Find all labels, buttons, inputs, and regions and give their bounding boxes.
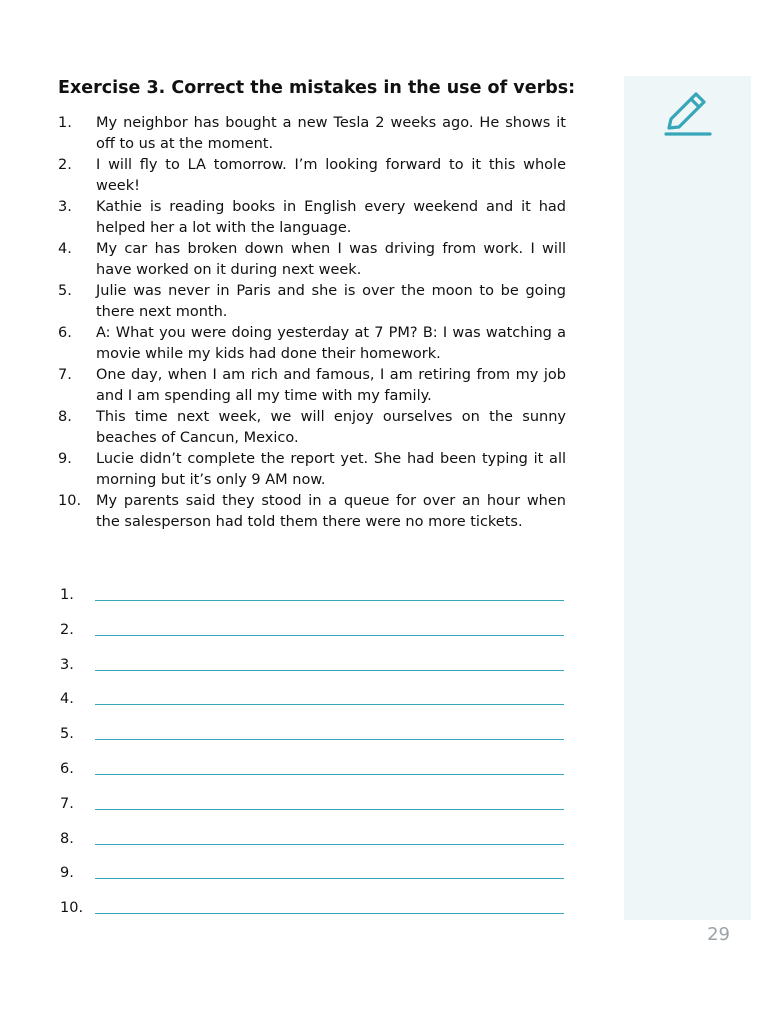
- item-number: 3.: [58, 199, 72, 215]
- item-text: Kathie is reading books in English every weekend and it had helped her a lot with the language.: [96, 199, 566, 236]
- answer-number: 7.: [60, 795, 74, 812]
- answer-row[interactable]: [58, 618, 568, 653]
- answer-row[interactable]: [58, 757, 568, 792]
- answer-line[interactable]: [95, 635, 564, 636]
- item-number: 5.: [58, 283, 72, 299]
- item-text: Julie was never in Paris and she is over the moon to be going there next month.: [96, 283, 566, 320]
- answer-lines: [58, 583, 568, 931]
- answer-line[interactable]: [95, 878, 564, 879]
- answer-number: 2.: [60, 621, 74, 638]
- item-text: I will fly to LA tomorrow. I’m looking forward to it this whole week!: [96, 157, 566, 194]
- item-number: 10.: [58, 493, 82, 509]
- answer-number: 3.: [60, 656, 74, 673]
- item-text: One day, when I am rich and famous, I am retiring from my job and I am spending all my time with my family.: [96, 367, 566, 404]
- answer-number: 4.: [60, 691, 74, 708]
- item-text: This time next week, we will enjoy ourselves on the sunny beaches of Cancun, Mexico.: [96, 409, 566, 446]
- item-text: My parents said they stood in a queue for over an hour when the salesperson had told them there were no more tickets.: [96, 493, 566, 530]
- answer-line[interactable]: [95, 704, 564, 705]
- answer-line[interactable]: [95, 739, 564, 740]
- exercise-item: [58, 239, 566, 281]
- item-text: A: What you were doing yesterday at 7 PM? B: I was watching a movie while my kids had done their homework.: [96, 325, 566, 362]
- exercise-item: [58, 365, 566, 407]
- page-number: 29: [707, 924, 730, 945]
- item-number: 2.: [58, 157, 72, 173]
- answer-row[interactable]: [58, 861, 568, 896]
- exercise-item: [58, 281, 566, 323]
- side-panel: [624, 76, 751, 920]
- item-number: 1.: [58, 115, 72, 131]
- answer-row[interactable]: [58, 722, 568, 757]
- exercise-item: [58, 491, 566, 533]
- answer-row[interactable]: [58, 827, 568, 862]
- answer-row[interactable]: [58, 583, 568, 618]
- item-number: 6.: [58, 325, 72, 341]
- answer-number: 5.: [60, 726, 74, 743]
- answer-number: 10.: [60, 900, 84, 917]
- exercise-title: Exercise 3. Correct the mistakes in the use of verbs:: [58, 78, 576, 98]
- item-number: 9.: [58, 451, 72, 467]
- answer-line[interactable]: [95, 774, 564, 775]
- exercise-item: [58, 155, 566, 197]
- answer-row[interactable]: [58, 792, 568, 827]
- answer-number: 9.: [60, 865, 74, 882]
- exercise-item: [58, 323, 566, 365]
- item-number: 4.: [58, 241, 72, 257]
- answer-row[interactable]: [58, 653, 568, 688]
- answer-row[interactable]: [58, 687, 568, 722]
- exercise-item: [58, 197, 566, 239]
- pencil-icon: [664, 88, 714, 138]
- answer-number: 1.: [60, 587, 74, 603]
- item-text: My neighbor has bought a new Tesla 2 weeks ago. He shows it off to us at the moment.: [96, 115, 566, 152]
- item-text: My car has broken down when I was driving from work. I will have worked on it during next week.: [96, 241, 566, 278]
- answer-row[interactable]: [58, 896, 568, 931]
- answer-line[interactable]: [95, 600, 564, 601]
- answer-line[interactable]: [95, 670, 564, 671]
- item-text: Lucie didn’t complete the report yet. She had been typing it all morning but it’s only 9 AM now.: [96, 451, 566, 488]
- answer-number: 8.: [60, 830, 74, 847]
- item-number: 8.: [58, 409, 72, 425]
- exercise-item: [58, 113, 566, 155]
- answer-number: 6.: [60, 760, 74, 777]
- answer-line[interactable]: [95, 913, 564, 914]
- answer-line[interactable]: [95, 809, 564, 810]
- item-number: 7.: [58, 367, 72, 383]
- exercise-items: [58, 113, 566, 533]
- exercise-item: [58, 407, 566, 449]
- answer-line[interactable]: [95, 844, 564, 845]
- exercise-item: [58, 449, 566, 491]
